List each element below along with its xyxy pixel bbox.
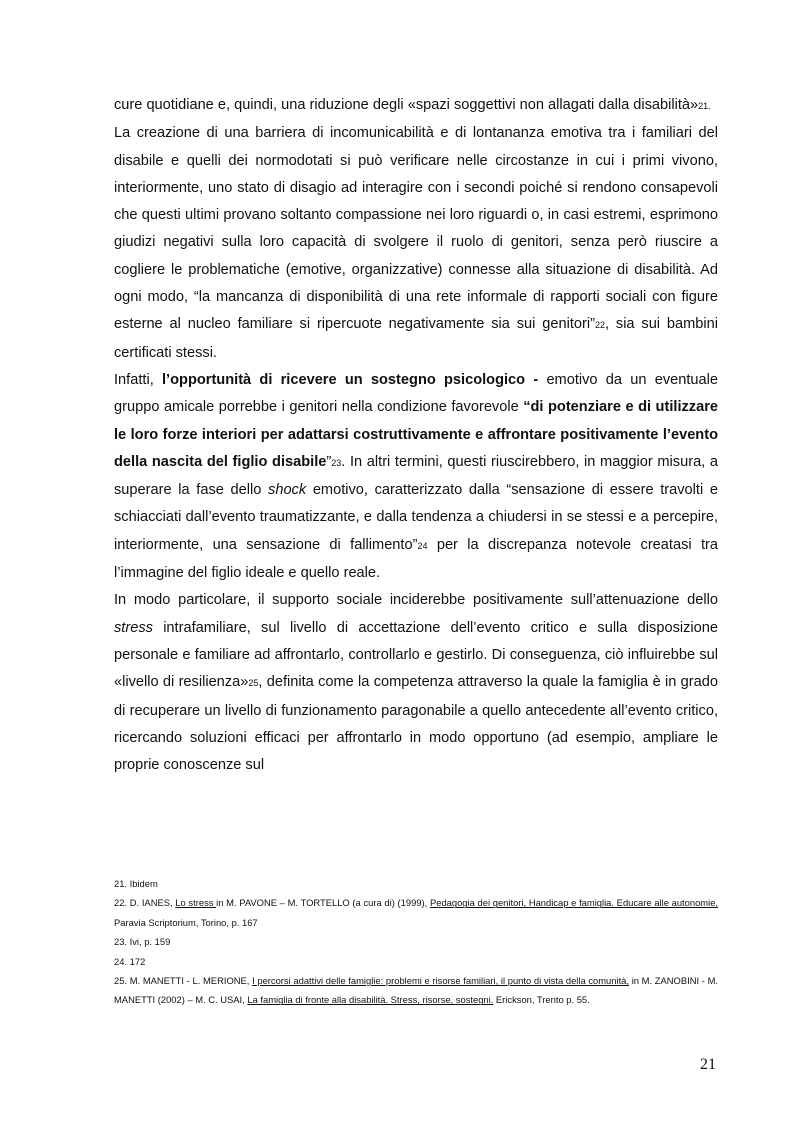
footnote-22: 22. D. IANES, Lo stress in M. PAVONE – M. TORTELLO (a cura di) (1999), Pedagogia dei genitori, Handicap e famiglia. Educare alle autonomie, Paravia Scriptorium, Torino, p. 167 bbox=[114, 897, 719, 928]
paragraph-4: In modo particolare, il supporto sociale inciderebbe positivamente sull’attenuazione dello stress intrafamiliare, sul livello di accettazione dell’evento critico e sulla disposizione personale e familiare ad affrontarlo, controllarlo e gestirlo. Di conseguenza, ciò influirebbe sul «livello di resilienza»25, definita come la competenza attraverso la quale la famiglia è in grado di recuperare un livello di funzionamento paragonabile a quello antecedente all’evento critico, ricercando soluzioni efficaci per affrontarlo in modo opportuno (ad esempio, ampliare le proprie conoscenze sul bbox=[114, 592, 718, 774]
footnote-ref-21: 21. bbox=[698, 101, 711, 111]
paragraph-3: Infatti, l’opportunità di ricevere un sostegno psicologico - emotivo da un eventuale gruppo amicale porrebbe i genitori nella condizione favorevole “di potenziare e di utilizzare le loro forze interiori per adattarsi costruttivamente e affrontare positivamente l’evento della nascita del figlio disabile”23. In altri termini, questi riuscirebbero, in maggior misura, a superare la fase dello shock emotivo, caratterizzato dalla “sensazione di essere travolti e schiacciati dall’evento traumatizzante, e dalla tendenza a chiudersi in se stessi e a percepire, interiormente, una sensazione di fallimento”24 per la discrepanza notevole creatasi tra l’immagine del figlio ideale e quello reale. bbox=[114, 371, 719, 582]
footnote-ref-22: 22 bbox=[594, 320, 605, 331]
paragraph-1: cure quotidiane e, quindi, una riduzione degli «spazi soggettivi non allagati dalla disabilità»21. bbox=[114, 97, 711, 113]
body-text bbox=[114, 92, 718, 779]
footnote-ref-25: 25 bbox=[248, 678, 259, 689]
footnote-21: 21. Ibidem bbox=[114, 878, 158, 889]
footnote-ref-23: 23 bbox=[331, 457, 342, 468]
page-number: 21 bbox=[700, 1056, 716, 1073]
paragraph-2: La creazione di una barriera di incomunicabilità e di lontananza emotiva tra i familiari del disabile e quelli dei normodotati si può verificare nelle circostanze in cui i primi vivono, interiormente, uno stato di disagio ad interagire con i secondi poiché si rendono consapevoli che questi ultimi provano soltanto compassione nei loro riguardi o, in casi estremi, esprimono giudizi negativi sulla loro capacità di svolgere il ruolo di genitori, senza però riuscire a cogliere le problematiche (emotive, organizzative) connesse alla situazione di disabilità. Ad ogni modo, “la mancanza di disponibilità di una rete informale di rapporti sociali con figure esterne al nucleo familiare si ripercuote negativamente sia sui genitori”22, sia sui bambini certificati stessi. bbox=[114, 125, 718, 361]
footnote-ref-24: 24 bbox=[417, 540, 428, 551]
footnotes bbox=[114, 874, 718, 1010]
footnote-23: 23. Ivi, p. 159 bbox=[114, 936, 171, 948]
footnote-24: 24. 172 bbox=[114, 955, 146, 967]
footnote-25: 25. M. MANETTI - L. MERIONE, I percorsi adattivi delle famiglie: problemi e risorse familiari, il punto di vista della comunità, in M. ZANOBINI - M. MANETTI (2002) – M. C. USAI, La famiglia di fronte alla disabilità. Stress, risorse, sostegni. Erickson, Trento p. 55. bbox=[114, 975, 718, 1006]
